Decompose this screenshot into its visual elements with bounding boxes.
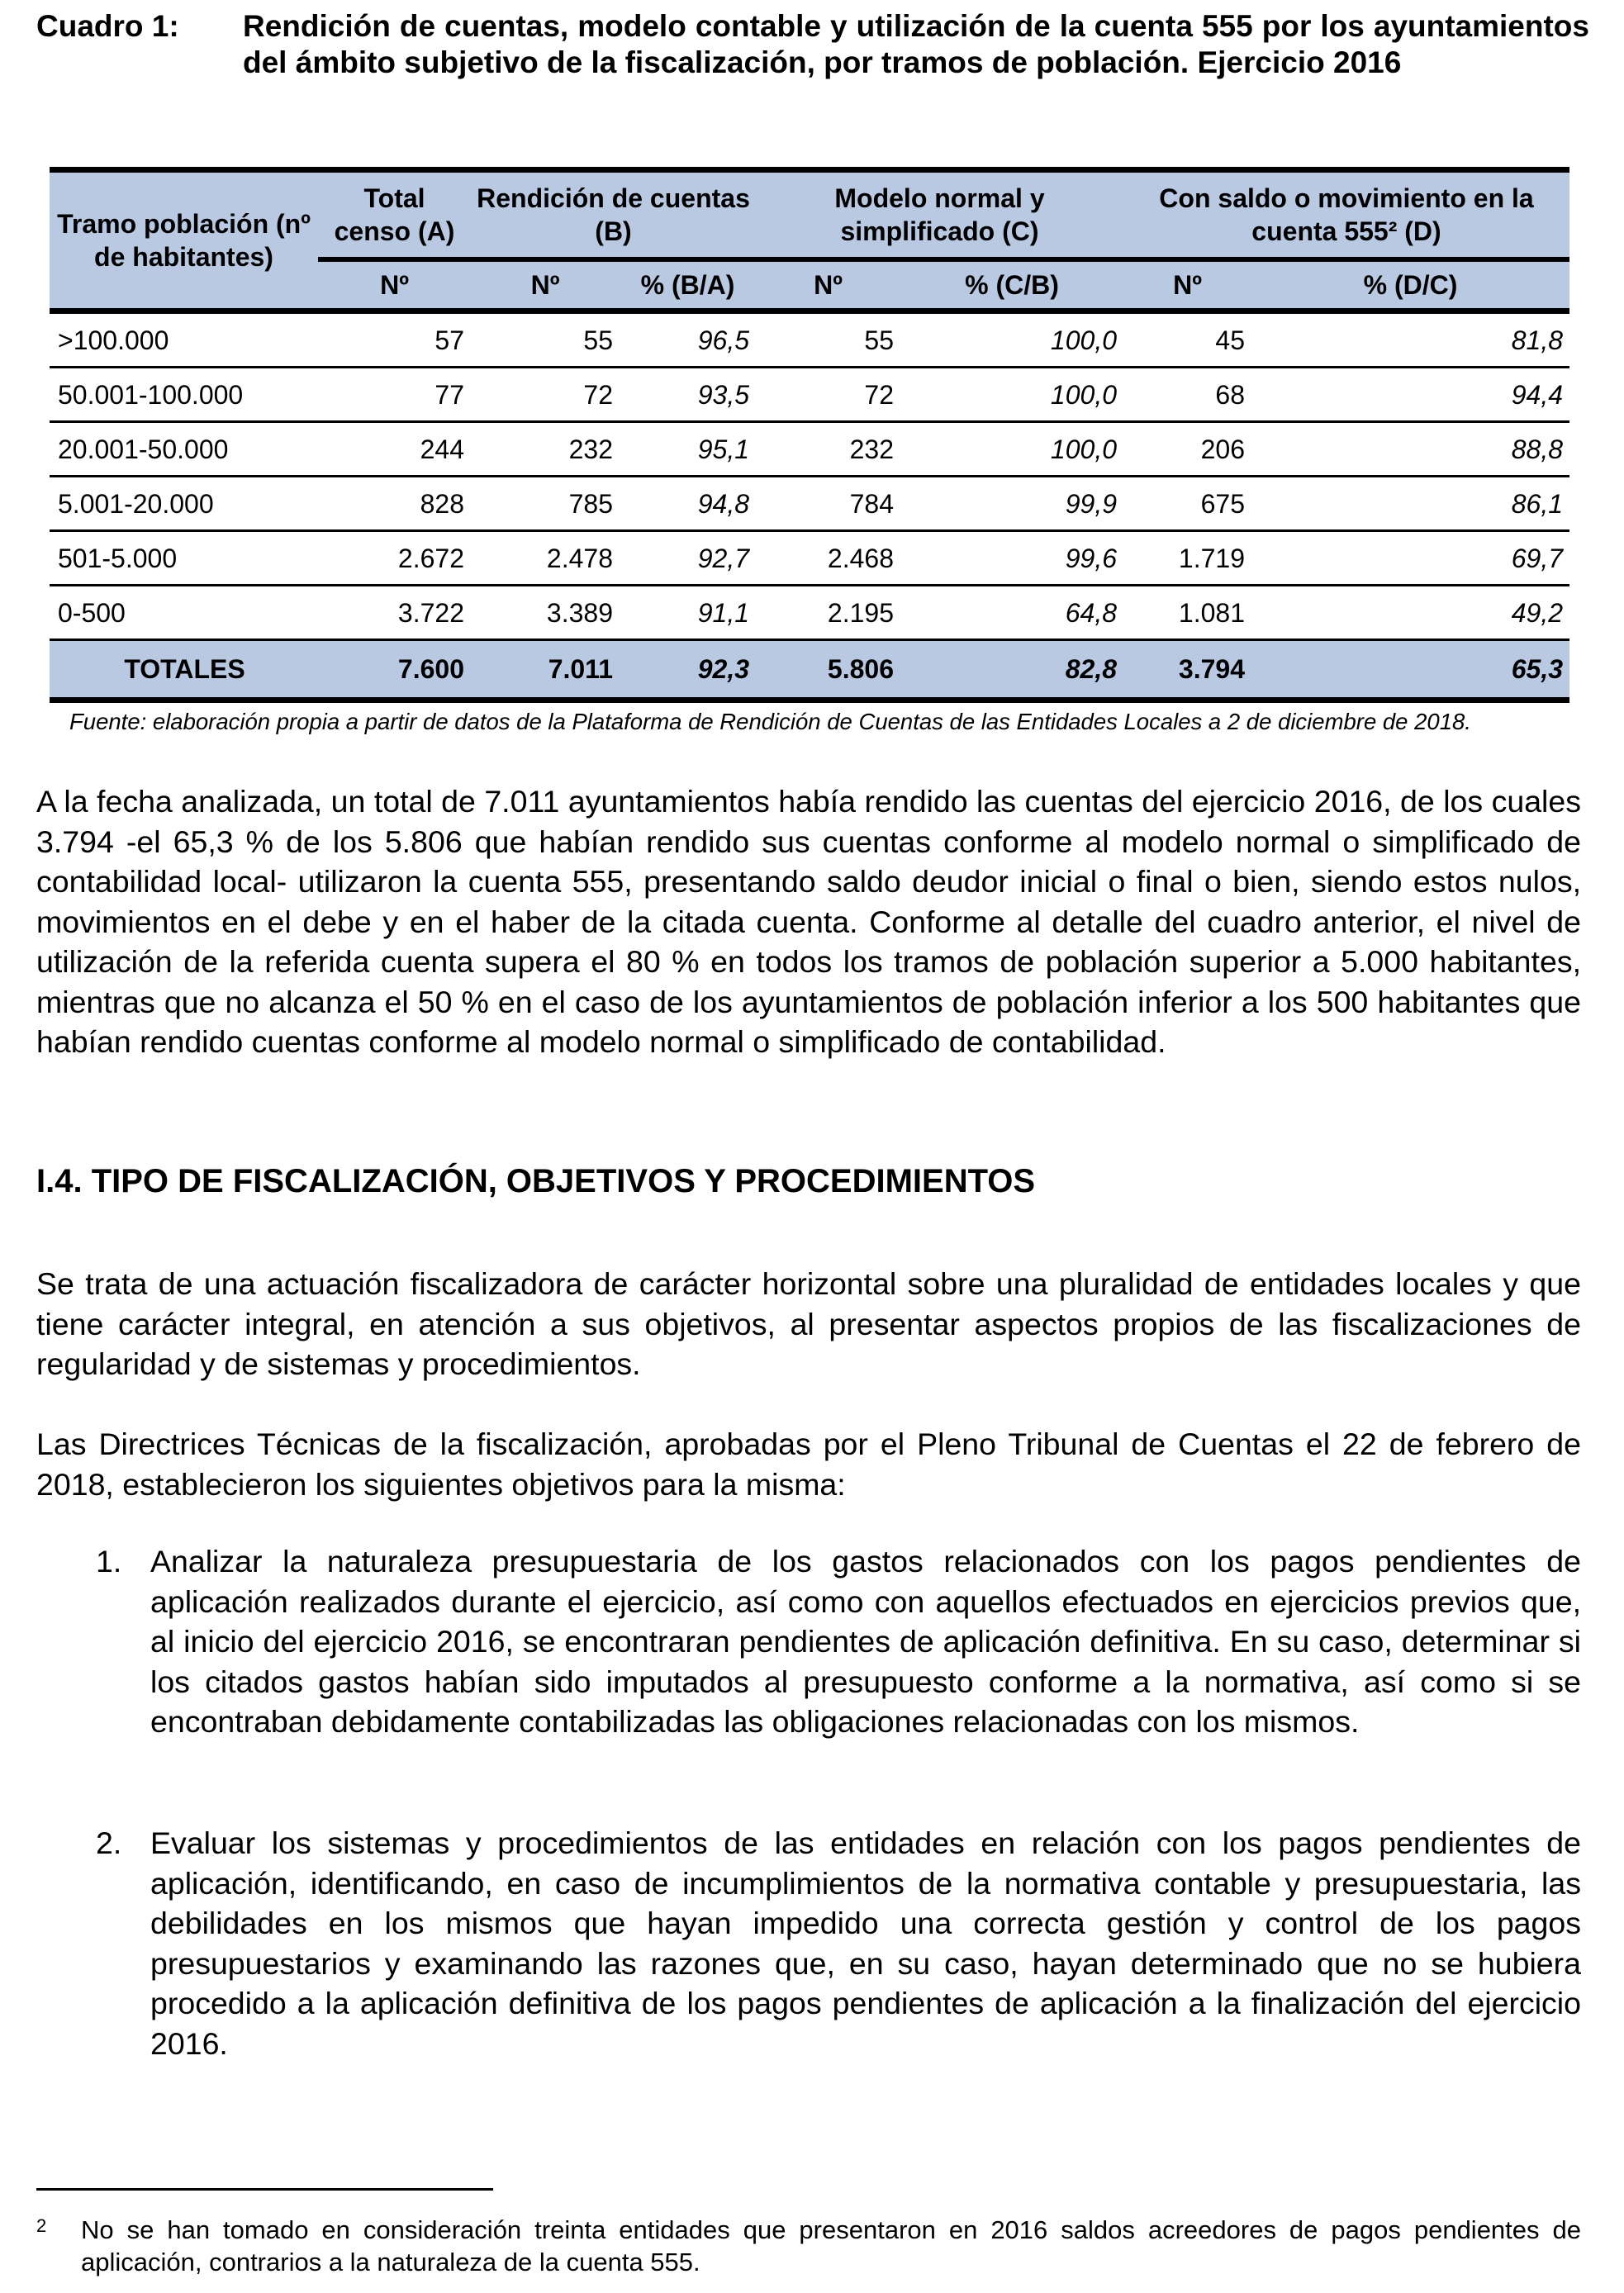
cell-tramo: 20.001-50.000 bbox=[50, 422, 318, 477]
footnote-separator bbox=[36, 2188, 493, 2191]
cell-pba: 96,5 bbox=[620, 311, 756, 368]
cell-d: 1.081 bbox=[1123, 586, 1251, 640]
cell-c: 2.468 bbox=[756, 531, 900, 586]
cell-pcb: 82,8 bbox=[900, 640, 1123, 700]
objective-item bbox=[96, 1541, 1581, 1742]
footnote-mark: 2 bbox=[36, 2215, 47, 2236]
cell-tramo: >100.000 bbox=[50, 311, 318, 368]
cell-b: 7.011 bbox=[471, 640, 620, 700]
table-row bbox=[50, 422, 1569, 477]
group-header-rendicion: Rendición de cuentas (B) bbox=[471, 170, 756, 260]
cell-d: 45 bbox=[1123, 311, 1251, 368]
cell-tramo: 5.001-20.000 bbox=[50, 477, 318, 531]
sub-header: Nº bbox=[1123, 259, 1251, 311]
sub-header: % (D/C) bbox=[1251, 259, 1569, 311]
sub-header: Nº bbox=[471, 259, 620, 311]
cell-pdc: 81,8 bbox=[1251, 311, 1569, 368]
cell-d: 675 bbox=[1123, 477, 1251, 531]
cell-b: 3.389 bbox=[471, 586, 620, 640]
row-header: Tramo población (nº de habitantes) bbox=[50, 170, 318, 311]
cell-pcb: 64,8 bbox=[900, 586, 1123, 640]
paragraph: Las Directrices Técnicas de la fiscalización, aprobadas por el Pleno Tribunal de Cuentas el 22 de febrero de 2018, establecieron los siguientes objetivos para la misma: bbox=[36, 1427, 1581, 1502]
caption-title: Rendición de cuentas, modelo contable y utilización de la cuenta 555 por los ayuntamientos del ámbito subjetivo de la fiscalización, por tramos de población. Ejercicio 2016 bbox=[243, 9, 1589, 79]
table-source: Fuente: elaboración propia a partir de datos de la Plataforma de Rendición de Cuentas de las Entidades Locales a 2 de diciembre de 2018. bbox=[69, 709, 1471, 734]
cell-pcb: 100,0 bbox=[900, 311, 1123, 368]
data-table bbox=[50, 167, 1569, 703]
cell-b: 72 bbox=[471, 368, 620, 422]
cell-pba: 92,7 bbox=[620, 531, 756, 586]
cell-c: 2.195 bbox=[756, 586, 900, 640]
cell-d: 68 bbox=[1123, 368, 1251, 422]
table-row bbox=[50, 368, 1569, 422]
cell-pdc: 69,7 bbox=[1251, 531, 1569, 586]
cell-pba: 93,5 bbox=[620, 368, 756, 422]
cell-pdc: 94,4 bbox=[1251, 368, 1569, 422]
section-heading: I.4. TIPO DE FISCALIZACIÓN, OBJETIVOS Y PROCEDIMIENTOS bbox=[36, 1163, 1036, 1199]
cell-pdc: 65,3 bbox=[1251, 640, 1569, 700]
cell-tramo: 50.001-100.000 bbox=[50, 368, 318, 422]
objective-text: Analizar la naturaleza presupuestaria de los gastos relacionados con los pagos pendientes de aplicación realizados durante el ejercicio, así como con aquellos efectuados en ejercicios previos que, al inicio del ejercicio 2016, se encontraran pendientes de aplicación definitiva. En su caso, determinar si los citados gastos habían sido imputados al presupuesto conforme a la normativa, así como si se encontraban debidamente contabilizadas las obligaciones relacionadas con los mismos. bbox=[150, 1544, 1581, 1739]
footnote bbox=[36, 2214, 1581, 2278]
cell-c: 232 bbox=[756, 422, 900, 477]
cell-pcb: 99,9 bbox=[900, 477, 1123, 531]
caption-label: Cuadro 1: bbox=[36, 9, 179, 43]
cell-a: 828 bbox=[318, 477, 471, 531]
cell-a: 7.600 bbox=[318, 640, 471, 700]
paragraph: Se trata de una actuación fiscalizadora de carácter horizontal sobre una pluralidad de entidades locales y que tiene carácter integral, en atención a sus objetivos, al presentar aspectos propios de las fiscalizaciones de regularidad y de sistemas y procedimientos. bbox=[36, 1266, 1581, 1381]
cell-pdc: 86,1 bbox=[1251, 477, 1569, 531]
cell-a: 77 bbox=[318, 368, 471, 422]
cell-pba: 92,3 bbox=[620, 640, 756, 700]
cell-pcb: 99,6 bbox=[900, 531, 1123, 586]
group-header-modelo: Modelo normal y simplificado (C) bbox=[756, 170, 1123, 260]
cell-pdc: 88,8 bbox=[1251, 422, 1569, 477]
cell-b: 785 bbox=[471, 477, 620, 531]
group-header-cuenta-555: Con saldo o movimiento en la cuenta 555² (D) bbox=[1123, 170, 1569, 260]
paragraph: A la fecha analizada, un total de 7.011 ayuntamientos había rendido las cuentas del ejercicio 2016, de los cuales 3.794 -el 65,3 % de los 5.806 que habían rendido sus cuentas conforme al modelo normal o simplificado de contabilidad local- utilizaron la cuenta 555, presentando saldo deudor inicial o final o bien, siendo estos nulos, movimientos en el debe y en el haber de la citada cuenta. Conforme al detalle del cuadro anterior, el nivel de utilización de la referida cuenta supera el 80 % en todos los tramos de población superior a 5.000 habitantes, mientras que no alcanza el 50 % en el caso de los ayuntamientos de población inferior a los 500 habitantes que habían rendido cuentas conforme al modelo normal o simplificado de contabilidad. bbox=[36, 784, 1581, 1059]
cell-c: 5.806 bbox=[756, 640, 900, 700]
cell-tramo: 0-500 bbox=[50, 586, 318, 640]
cell-a: 3.722 bbox=[318, 586, 471, 640]
cell-c: 784 bbox=[756, 477, 900, 531]
table-row bbox=[50, 531, 1569, 586]
objective-number: 1. bbox=[96, 1544, 122, 1579]
cell-b: 55 bbox=[471, 311, 620, 368]
cell-c: 55 bbox=[756, 311, 900, 368]
objective-item bbox=[96, 1823, 1581, 2063]
sub-header: % (C/B) bbox=[900, 259, 1123, 311]
cell-a: 244 bbox=[318, 422, 471, 477]
cell-d: 3.794 bbox=[1123, 640, 1251, 700]
cell-a: 2.672 bbox=[318, 531, 471, 586]
table-caption bbox=[36, 8, 1589, 81]
cell-c: 72 bbox=[756, 368, 900, 422]
footnote-text: No se han tomado en consideración treinta entidades que presentaron en 2016 saldos acreedores de pagos pendientes de aplicación, contrarios a la naturaleza de la cuenta 555. bbox=[81, 2215, 1581, 2276]
objective-text: Evaluar los sistemas y procedimientos de las entidades en relación con los pagos pendientes de aplicación, identificando, en caso de incumplimientos de la normativa contable y presupuestaria, las debilidades en los mismos que hayan impedido una correcta gestión y control de los pagos presupuestarios y examinando las razones que, en su caso, hayan determinado que no se hubiera procedido a la aplicación definitiva de los pagos pendientes de aplicación a la finalización del ejercicio 2016. bbox=[150, 1825, 1581, 2061]
cell-b: 232 bbox=[471, 422, 620, 477]
group-header-total-censo: Total censo (A) bbox=[318, 170, 471, 260]
objective-number: 2. bbox=[96, 1825, 122, 1860]
cell-pcb: 100,0 bbox=[900, 368, 1123, 422]
cell-tramo: 501-5.000 bbox=[50, 531, 318, 586]
cell-pba: 94,8 bbox=[620, 477, 756, 531]
sub-header: % (B/A) bbox=[620, 259, 756, 311]
cell-pba: 95,1 bbox=[620, 422, 756, 477]
cell-pdc: 49,2 bbox=[1251, 586, 1569, 640]
cell-pba: 91,1 bbox=[620, 586, 756, 640]
totals-row bbox=[50, 640, 1569, 700]
table-row bbox=[50, 477, 1569, 531]
sub-header: Nº bbox=[318, 259, 471, 311]
table-row bbox=[50, 311, 1569, 368]
cell-tramo: TOTALES bbox=[50, 640, 318, 700]
sub-header: Nº bbox=[756, 259, 900, 311]
cell-b: 2.478 bbox=[471, 531, 620, 586]
cell-d: 1.719 bbox=[1123, 531, 1251, 586]
cell-pcb: 100,0 bbox=[900, 422, 1123, 477]
table-row bbox=[50, 586, 1569, 640]
cell-d: 206 bbox=[1123, 422, 1251, 477]
cell-a: 57 bbox=[318, 311, 471, 368]
